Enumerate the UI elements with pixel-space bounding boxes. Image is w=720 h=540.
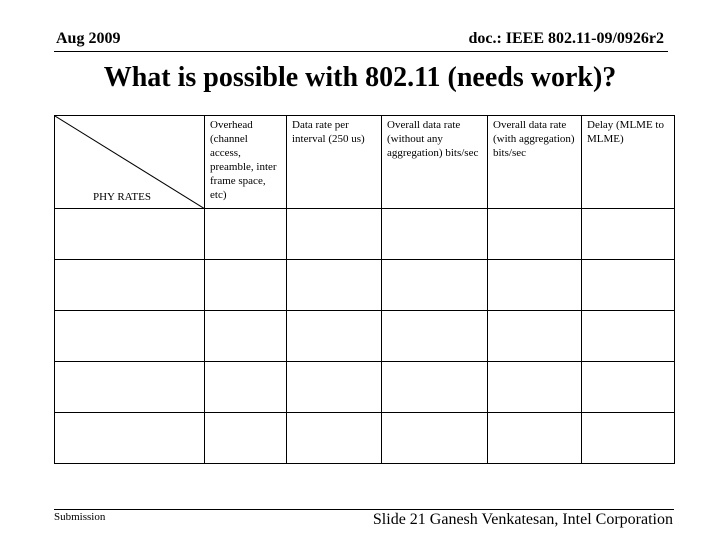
table-cell [287, 311, 382, 362]
table-cell [287, 260, 382, 311]
header-rule [54, 51, 668, 52]
table-row [55, 413, 675, 464]
rates-table [54, 115, 675, 464]
table-cell [382, 413, 488, 464]
table-cell [488, 311, 582, 362]
table-row [55, 209, 675, 260]
table-cell [488, 209, 582, 260]
column-header-rate-aggregation: Overall data rate (with aggregation) bits/sec [488, 116, 582, 209]
table-cell [55, 311, 205, 362]
header-date: Aug 2009 [56, 30, 121, 47]
table-cell [488, 260, 582, 311]
header-doc-id: doc.: IEEE 802.11-09/0926r2 [468, 30, 664, 47]
column-header-overhead: Overhead (channel access, preamble, inter frame space, etc) [205, 116, 287, 209]
table-cell [55, 260, 205, 311]
table-row [55, 260, 675, 311]
footer-slide-info: Slide 21 Ganesh Venkatesan, Intel Corporation [372, 511, 673, 528]
table-cell [382, 311, 488, 362]
footer-submission: Submission [54, 511, 106, 523]
table-cell [582, 260, 675, 311]
table-cell [205, 260, 287, 311]
table-cell [582, 413, 675, 464]
table-row [55, 311, 675, 362]
table-cell [382, 362, 488, 413]
footer-rule [54, 509, 674, 510]
column-header-delay: Delay (MLME to MLME) [582, 116, 675, 209]
table-cell [205, 209, 287, 260]
table-cell [488, 413, 582, 464]
table-cell [55, 209, 205, 260]
table-cell [287, 362, 382, 413]
table-cell [55, 413, 205, 464]
corner-cell [55, 116, 205, 209]
table-cell [287, 209, 382, 260]
table-cell [382, 209, 488, 260]
column-header-rate-no-aggregation: Overall data rate (without any aggregation) bits/sec [382, 116, 488, 209]
table-cell [287, 413, 382, 464]
table-cell [382, 260, 488, 311]
table-cell [582, 362, 675, 413]
table-cell [205, 413, 287, 464]
column-header-data-rate: Data rate per interval (250 us) [287, 116, 382, 209]
table-cell [205, 311, 287, 362]
slide-title: What is possible with 802.11 (needs work)? [103, 62, 617, 93]
table-cell [205, 362, 287, 413]
table-cell [582, 311, 675, 362]
phy-rates-label: PHY RATES [93, 191, 151, 203]
table-cell [488, 362, 582, 413]
table-cell [55, 362, 205, 413]
table-row [55, 362, 675, 413]
table-cell [582, 209, 675, 260]
table-header-row [55, 116, 675, 209]
